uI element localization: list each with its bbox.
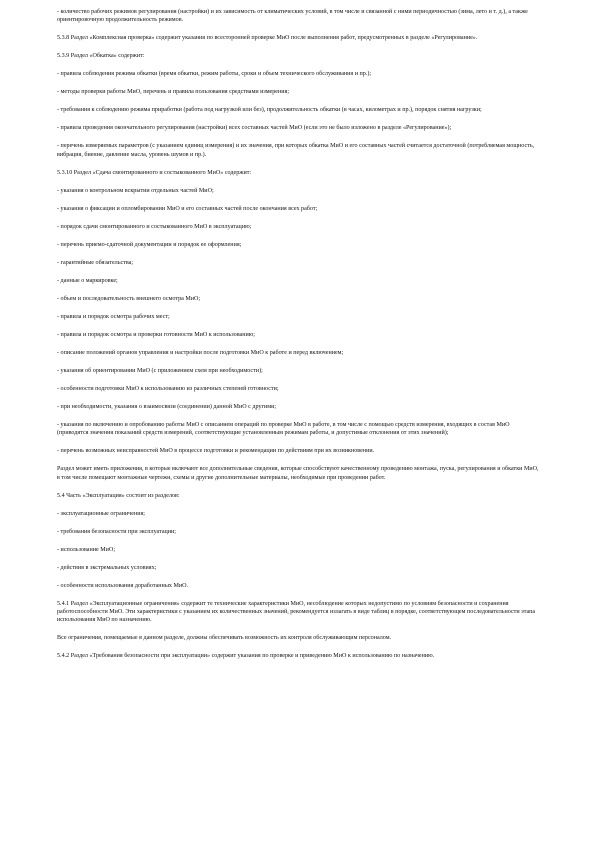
paragraph: Раздел может иметь приложения, в которые включают все дополнительные сведения, которые способствуют качественному проведению монтажа, пуска, регулирования и обкатки МиО, в том числе помещают монтажные чертежи, схемы и другие дополнительные материалы, необходимые при проведении работ.	[57, 466, 539, 481]
list-item: - правила и порядок осмотра и проверки готовности МиО к использованию;	[57, 331, 255, 338]
list-item: - использование МиО;	[57, 546, 116, 553]
list-item: - при необходимости, указания о взаимосвязи (соединении) данной МиО с другими;	[57, 403, 277, 410]
list-item: - данные о маркировке;	[57, 277, 118, 284]
list-item: - указания по включению и опробованию работы МиО с описанием операций по проверке МиО в работе, в том числе с помощью средств измерения, входящих в состав МиО (приводятся значения показаний средств измерений, соответствующие установленным режимам работы, и допустимые отклонения от этих значений);	[57, 421, 510, 437]
list-item: - правила проведения окончательного регулирования (настройки) всех составных частей МиО (если это не было изложено в разделе «Регулирование»);	[57, 125, 452, 132]
section-heading: 5.4 Часть «Эксплуатация» состоит из разделов:	[57, 492, 180, 499]
document-body	[57, 8, 541, 670]
section-heading: 5.3.9 Раздел «Обкатка» содержит:	[57, 53, 145, 60]
list-item: - описание положений органов управления и настройки после подготовки МиО к работе и перед включением;	[57, 349, 344, 356]
list-item: - особенности подготовки МиО к использованию из различных степеней готовности;	[57, 385, 279, 392]
list-item: - правила соблюдения режима обкатки (время обкатки, режим работы, сроки и объем технического обслуживания и пр.);	[57, 71, 372, 78]
list-item: - перечень возможных неисправностей МиО в процессе подготовки и рекомендации по действиям при их возникновении.	[57, 448, 375, 455]
list-item: - указания о фиксации и опломбировании МиО и его составных частей после окончания всех работ;	[57, 205, 318, 212]
paragraph: Все ограничения, помещаемые в данном разделе, должны обеспечивать возможность их контроля обслуживающим персоналом.	[57, 635, 392, 642]
list-item: - гарантийные обязательства;	[57, 259, 134, 266]
list-item: - объем и последовательность внешнего осмотра МиО;	[57, 295, 201, 302]
list-item: - перечень приемо-сдаточной документации и порядок ее оформления;	[57, 241, 242, 248]
list-item: - особенности использования доработанных МиО.	[57, 582, 189, 589]
paragraph: 5.4.1 Раздел «Эксплуатационные ограничения» содержит те технические характеристики МиО, несоблюдение которых недопустимо по условиям безопасности и сохранения работоспособности МиО. Эти характеристики с указанием их количественных значений, рекомендуется излагать в виде таблиц в порядке, соответствующем последовательности этапа использования МиО по назначению.	[57, 600, 536, 624]
list-item: - требования безопасности при эксплуатации;	[57, 528, 176, 535]
list-item: - эксплуатационные ограничения;	[57, 510, 145, 517]
paragraph: 5.3.8 Раздел «Комплексная проверка» содержит указания по всесторонней проверке МиО после выполнения работ, предусмотренных в разделе «Регулирование».	[57, 35, 478, 42]
list-item: - указания о контрольном вскрытии отдельных частей МиО;	[57, 187, 214, 194]
paragraph: 5.4.2 Раздел «Требования безопасности при эксплуатации» содержит указания по проверке и приведению МиО к использованию по назначению.	[57, 653, 435, 660]
list-item: - указания об ориентировании МиО (с приложением схем при необходимости);	[57, 367, 263, 374]
section-heading: 5.3.10 Раздел «Сдача смонтированного и состыкованного МиО» содержит:	[57, 169, 252, 176]
list-item: - методы проверки работы МиО, перечень и правила пользования средствами измерения;	[57, 89, 290, 96]
list-item: - порядок сдачи смонтированного и состыкованного МиО в эксплуатацию;	[57, 223, 252, 230]
list-item: - перечень измеряемых параметров (с указанием единиц измерения) и их значения, при которых обкатка МиО и его составных частей считается достаточной (потребляемая мощность, вибрация, биение, давление масла, уровень шумов и пр.).	[57, 143, 535, 158]
paragraph: - количество рабочих режимов регулирования (настройки) и их зависимость от климатических условий, в том числе и связанной с ними периодичностью (зима, лето и т. д.), а также ориентировочную продолжительность режимов.	[57, 9, 528, 24]
list-item: - требования к соблюдению режима приработки (работа под нагрузкой или без), продолжительность обкатки (в часах, километрах и пр.), порядок снятия нагрузки;	[57, 107, 482, 114]
list-item: - правила и порядок осмотра рабочих мест;	[57, 313, 170, 320]
list-item: - действия в экстремальных условиях;	[57, 564, 157, 571]
